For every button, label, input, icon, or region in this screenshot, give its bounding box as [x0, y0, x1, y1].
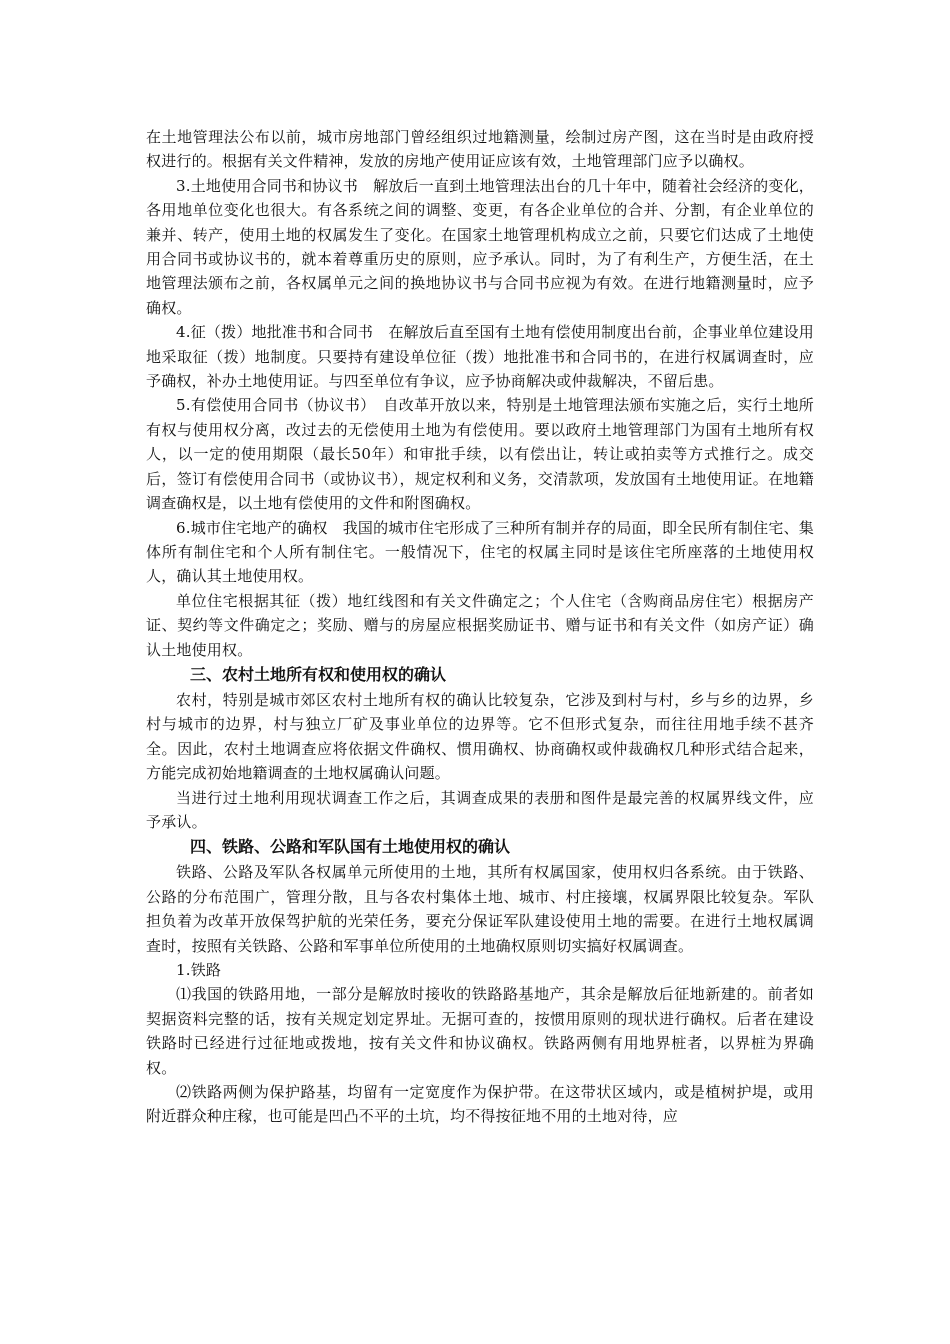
- paragraph: 5.有偿使用合同书（协议书） 自改革开放以来，特别是土地管理法颁布实施之后，实行土地所有权与使用权分离，改过去的无偿使用土地为有偿使用。要以政府土地管理部门为国有土地所有权人，以一定的使用期限（最长50年）和审批手续，以有偿出让，转让或拍卖等方式推行之。成交后，签订有偿使用合同书（或协议书），规定权利和义务，交清款项，发放国有土地使用证。在地籍调查确权是，以土地有偿使用的文件和附图确权。: [146, 396, 814, 513]
- document-body: [146, 125, 814, 1129]
- paragraph: 农村，特别是城市郊区农村土地所有权的确认比较复杂，它涉及到村与村，乡与乡的边界，乡村与城市的边界，村与独立厂矿及事业单位的边界等。它不但形式复杂，而往往用地手续不甚齐全。因此，农村土地调查应将依据文件确权、惯用确权、协商确权或仲裁确权几种形式结合起来，方能完成初始地籍调查的土地权属确认问题。: [146, 690, 814, 783]
- section-heading: 四、铁路、公路和军队国有土地使用权的确认: [190, 837, 511, 857]
- paragraph: 1.铁路: [176, 961, 222, 979]
- paragraph: 铁路、公路及军队各权属单元所使用的土地，其所有权属国家，使用权归各系统。由于铁路、公路的分布范围广，管理分散，且与各农村集体土地、城市、村庄接壤，权属界限比较复杂。军队担负着为改革开放保驾护航的光荣任务，要充分保证军队建设使用土地的需要。在进行土地权属调查时，按照有关铁路、公路和军事单位所使用的土地确权原则切实搞好权属调查。: [146, 863, 814, 955]
- paragraph: 4.征（拨）地批准书和合同书 在解放后直至国有土地有偿使用制度出台前，企事业单位建设用地采取征（拨）地制度。只要持有建设单位征（拨）地批准书和合同书的，在进行权属调查时，应予确权，补办土地使用证。与四至单位有争议，应予协商解决或仲裁解决，不留后患。: [146, 323, 814, 391]
- paragraph: ⑵铁路两侧为保护路基，均留有一定宽度作为保护带。在这带状区域内，或是植树护堤，或用附近群众种庄稼，也可能是凹凸不平的土坑，均不得按征地不用的土地对待，应: [146, 1083, 814, 1126]
- paragraph: 在土地管理法公布以前，城市房地部门曾经组织过地籍测量，绘制过房产图，这在当时是由政府授权进行的。根据有关文件精神，发放的房地产使用证应该有效，土地管理部门应予以确权。: [146, 128, 814, 171]
- paragraph: ⑴我国的铁路用地，一部分是解放时接收的铁路路基地产，其余是解放后征地新建的。前者如契据资料完整的话，按有关规定划定界址。无据可查的，按惯用原则的现状进行确权。后者在建设铁路时已经进行过征地或拨地，按有关文件和协议确权。铁路两侧有用地界桩者，以界桩为界确权。: [146, 985, 814, 1077]
- paragraph: 6.城市住宅地产的确权 我国的城市住宅形成了三种所有制并存的局面，即全民所有制住宅、集体所有制住宅和个人所有制住宅。一般情况下，住宅的权属主同时是该住宅所座落的土地使用权人，确认其土地使用权。: [146, 518, 814, 586]
- section-heading: 三、农村土地所有权和使用权的确认: [190, 664, 447, 684]
- paragraph: 当进行过土地利用现状调查工作之后，其调查成果的表册和图件是最完善的权属界线文件，应予承认。: [146, 788, 814, 831]
- paragraph: 3.土地使用合同书和协议书 解放后一直到土地管理法出台的几十年中，随着社会经济的变化，各用地单位变化也很大。有各系统之间的调整、变更，有各企业单位的合并、分割，有企业单位的兼并、转产，使用土地的权属发生了变化。在国家土地管理机构成立之前，只要它们达成了土地使用合同书或协议书的，就本着尊重历史的原则，应予承认。同时，为了有利生产，方便生活，在土地管理法颁布之前，各权属单元之间的换地协议书与合同书应视为有效。在进行地籍测量时，应予确权。: [146, 176, 814, 317]
- paragraph: 单位住宅根据其征（拨）地红线图和有关文件确定之；个人住宅（含购商品房住宅）根据房产证、契约等文件确定之；奖励、赠与的房屋应根据奖励证书、赠与证书和有关文件（如房产证）确认土地使用权。: [146, 591, 814, 659]
